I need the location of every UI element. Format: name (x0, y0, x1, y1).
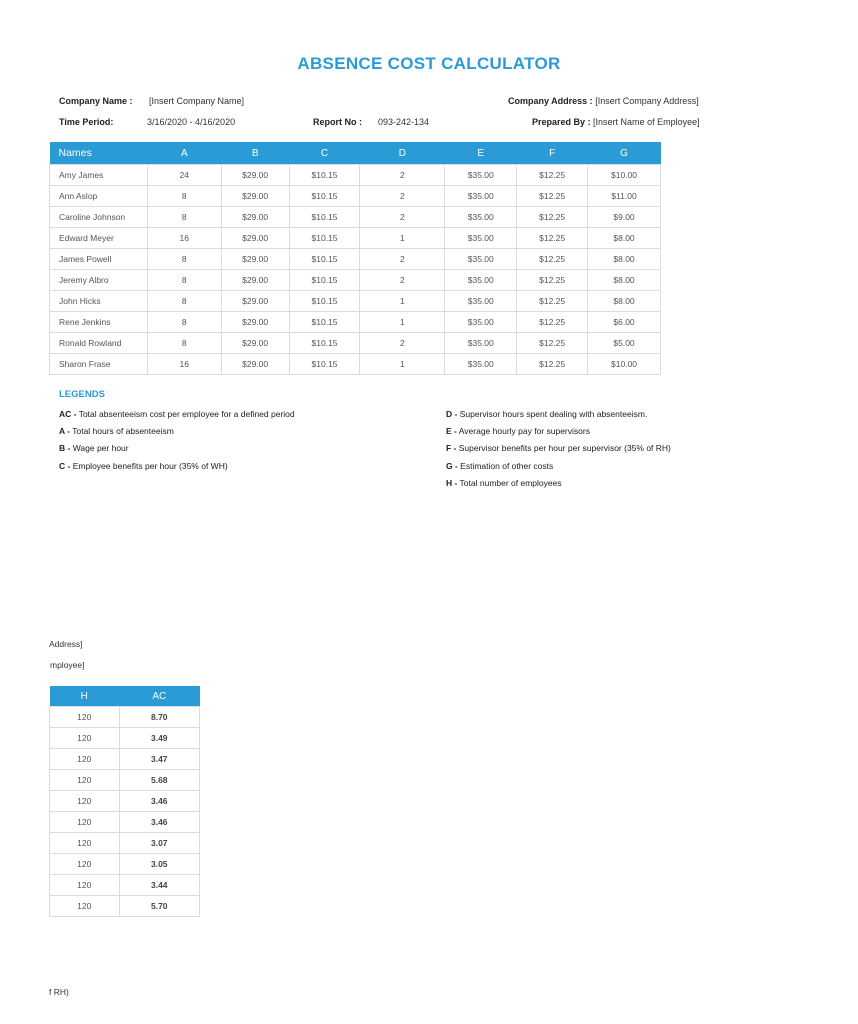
employee-name-cell: Jeremy Albro (50, 270, 148, 291)
value-cell: $12.25 (517, 207, 588, 228)
value-cell: $35.00 (445, 249, 517, 270)
table-row (50, 707, 200, 728)
absence-cost-cell: 3.49 (119, 728, 199, 749)
value-cell: $12.25 (517, 291, 588, 312)
employee-count-cell: 120 (50, 770, 120, 791)
value-cell: $10.15 (289, 228, 360, 249)
value-cell: $10.15 (289, 165, 360, 186)
table-row (50, 165, 661, 186)
value-cell: 1 (360, 228, 445, 249)
value-cell: 2 (360, 270, 445, 291)
time-period-label: Time Period: (59, 117, 114, 127)
value-cell: 8 (147, 291, 221, 312)
value-cell: 2 (360, 186, 445, 207)
value-cell: $9.00 (588, 207, 661, 228)
value-cell: $10.00 (588, 354, 661, 375)
employee-name-cell: Ann Aslop (50, 186, 148, 207)
value-cell: $8.00 (588, 249, 661, 270)
company-address: Company Address : [Insert Company Address] (508, 96, 699, 106)
legend-text: Total number of employees (457, 477, 562, 488)
employee-count-cell: 120 (50, 854, 120, 875)
rh-overflow-text: f RH) (49, 987, 69, 997)
value-cell: 1 (360, 291, 445, 312)
value-cell: $10.15 (289, 207, 360, 228)
employee-count-cell: 120 (50, 728, 120, 749)
employee-name-cell: Rene Jenkins (50, 312, 148, 333)
legend-text: Supervisor hours spent dealing with absenteeism. (457, 409, 648, 419)
value-cell: $6.00 (588, 312, 661, 333)
value-cell: $35.00 (445, 228, 517, 249)
value-cell: 2 (360, 249, 445, 270)
table-row (50, 249, 661, 270)
legend-text: Average hourly pay for supervisors (456, 426, 590, 437)
legend-text: Employee benefits per hour (35% of WH) (70, 460, 228, 471)
legend-item (446, 461, 661, 471)
legend-key: H - (446, 477, 458, 488)
legend-text: Supervisor benefits per hour per supervisor (35% of RH) (456, 443, 671, 454)
employee-count-cell: 120 (50, 791, 120, 812)
address-overflow-text: Address] (49, 639, 83, 649)
column-header-c: C (289, 142, 360, 165)
absence-cost-cell: 3.46 (119, 812, 199, 833)
employee-count-cell: 120 (50, 833, 120, 854)
table-row (50, 312, 661, 333)
value-cell: $29.00 (221, 207, 289, 228)
value-cell: 2 (360, 333, 445, 354)
value-cell: $10.15 (289, 270, 360, 291)
column-header-b: B (221, 142, 289, 165)
table-row (50, 728, 200, 749)
value-cell: $12.25 (517, 228, 588, 249)
legend-key: E - (446, 426, 457, 437)
value-cell: $35.00 (445, 207, 517, 228)
value-cell: 8 (147, 186, 221, 207)
legend-key: AC - (59, 409, 77, 419)
value-cell: $35.00 (445, 354, 517, 375)
employee-overflow-text: mployee] (50, 660, 85, 670)
table-header-row (50, 142, 661, 165)
legend-text: Total hours of absenteeism (70, 426, 174, 437)
value-cell: $10.15 (289, 186, 360, 207)
legend-item (446, 426, 661, 436)
column-header-ac: AC (119, 686, 199, 707)
value-cell: 16 (147, 354, 221, 375)
value-cell: $10.15 (289, 291, 360, 312)
value-cell: $12.25 (517, 354, 588, 375)
employee-count-cell: 120 (50, 875, 120, 896)
value-cell: 8 (147, 333, 221, 354)
legend-key: B - (59, 443, 71, 454)
value-cell: $29.00 (221, 186, 289, 207)
employee-count-cell: 120 (50, 749, 120, 770)
value-cell: $10.00 (588, 165, 661, 186)
value-cell: $29.00 (221, 165, 289, 186)
table-row (50, 333, 661, 354)
employee-name-cell: Sharon Frase (50, 354, 148, 375)
value-cell: $12.25 (517, 249, 588, 270)
value-cell: $35.00 (445, 165, 517, 186)
table-row (50, 770, 200, 791)
table-row (50, 854, 200, 875)
company-address-value: [Insert Company Address] (595, 96, 699, 106)
report-no-label: Report No : (313, 117, 362, 127)
employee-count-cell: 120 (50, 812, 120, 833)
value-cell: 8 (147, 207, 221, 228)
table-row (50, 791, 200, 812)
legend-text: Estimation of other costs (457, 460, 554, 471)
legend-key: G - (446, 460, 458, 471)
value-cell: $11.00 (588, 186, 661, 207)
value-cell: 1 (360, 312, 445, 333)
absence-cost-cell: 5.70 (119, 896, 199, 917)
value-cell: 2 (360, 165, 445, 186)
value-cell: $12.25 (517, 165, 588, 186)
company-name-label: Company Name : (59, 96, 133, 106)
page-title: ABSENCE COST CALCULATOR (297, 54, 561, 73)
employee-name-cell: Caroline Johnson (50, 207, 148, 228)
value-cell: $10.15 (289, 354, 360, 375)
employee-name-cell: Edward Meyer (50, 228, 148, 249)
value-cell: $35.00 (445, 291, 517, 312)
absence-cost-cell: 3.44 (119, 875, 199, 896)
prepared-by-value: [Insert Name of Employee] (593, 117, 700, 127)
column-header-e: E (445, 142, 517, 165)
value-cell: 8 (147, 249, 221, 270)
absence-cost-cell: 3.47 (119, 749, 199, 770)
value-cell: 8 (147, 270, 221, 291)
value-cell: $10.15 (289, 333, 360, 354)
value-cell: $29.00 (221, 312, 289, 333)
value-cell: $5.00 (588, 333, 661, 354)
totals-table (49, 686, 200, 917)
absence-table (49, 142, 661, 375)
table-row (50, 207, 661, 228)
value-cell: 2 (360, 207, 445, 228)
table-row (50, 354, 661, 375)
value-cell: $29.00 (221, 270, 289, 291)
table-row (50, 875, 200, 896)
column-header-a: A (147, 142, 221, 165)
column-header-g: G (588, 142, 661, 165)
value-cell: 24 (147, 165, 221, 186)
employee-name-cell: Ronald Rowland (50, 333, 148, 354)
value-cell: $10.15 (289, 312, 360, 333)
legend-text: Wage per hour (70, 443, 129, 454)
legend-item (59, 409, 295, 419)
column-header-f: F (517, 142, 588, 165)
value-cell: $8.00 (588, 291, 661, 312)
value-cell: $12.25 (517, 186, 588, 207)
legend-item (446, 443, 671, 454)
value-cell: $29.00 (221, 249, 289, 270)
table2-header-row (50, 686, 200, 707)
value-cell: $29.00 (221, 333, 289, 354)
legend-item (446, 409, 661, 419)
legend-text: Total absenteeism cost per employee for a defined period (76, 409, 295, 419)
legend-item (59, 461, 228, 471)
employee-name-cell: James Powell (50, 249, 148, 270)
table-row (50, 270, 661, 291)
legend-key: A - (59, 426, 71, 437)
value-cell: $35.00 (445, 270, 517, 291)
table-row (50, 291, 661, 312)
value-cell: $12.25 (517, 312, 588, 333)
value-cell: $35.00 (445, 333, 517, 354)
value-cell: $8.00 (588, 270, 661, 291)
value-cell: $12.25 (517, 270, 588, 291)
legends-title: LEGENDS (59, 389, 105, 400)
absence-cost-cell: 8.70 (119, 707, 199, 728)
table-row (50, 896, 200, 917)
value-cell: $12.25 (517, 333, 588, 354)
table-row (50, 812, 200, 833)
legend-key: C - (59, 460, 71, 471)
value-cell: $10.15 (289, 249, 360, 270)
employee-name-cell: John Hicks (50, 291, 148, 312)
absence-cost-cell: 3.46 (119, 791, 199, 812)
time-period-value: 3/16/2020 - 4/16/2020 (147, 117, 236, 127)
value-cell: $29.00 (221, 228, 289, 249)
table-row (50, 749, 200, 770)
legend-item (59, 426, 174, 436)
absence-cost-cell: 3.07 (119, 833, 199, 854)
value-cell: $29.00 (221, 291, 289, 312)
absence-cost-cell: 3.05 (119, 854, 199, 875)
value-cell: $8.00 (588, 228, 661, 249)
value-cell: 8 (147, 312, 221, 333)
column-header-d: D (360, 142, 445, 165)
column-header-names: Names (50, 142, 148, 165)
value-cell: $35.00 (445, 186, 517, 207)
legend-item (59, 443, 129, 453)
value-cell: $35.00 (445, 312, 517, 333)
value-cell: $29.00 (221, 354, 289, 375)
table-row (50, 186, 661, 207)
employee-count-cell: 120 (50, 707, 120, 728)
employee-count-cell: 120 (50, 896, 120, 917)
company-name-value: [Insert Company Name] (149, 96, 245, 106)
employee-name-cell: Amy James (50, 165, 148, 186)
prepared-by: Prepared By : [Insert Name of Employee] (532, 117, 700, 127)
legend-key: D - (446, 409, 458, 419)
value-cell: 16 (147, 228, 221, 249)
legend-key: F - (446, 443, 457, 454)
report-no-value: 093-242-134 (378, 117, 430, 127)
absence-cost-cell: 5.68 (119, 770, 199, 791)
table-row (50, 833, 200, 854)
value-cell: 1 (360, 354, 445, 375)
legend-item (446, 478, 661, 488)
table-row (50, 228, 661, 249)
column-header-h: H (50, 686, 120, 707)
